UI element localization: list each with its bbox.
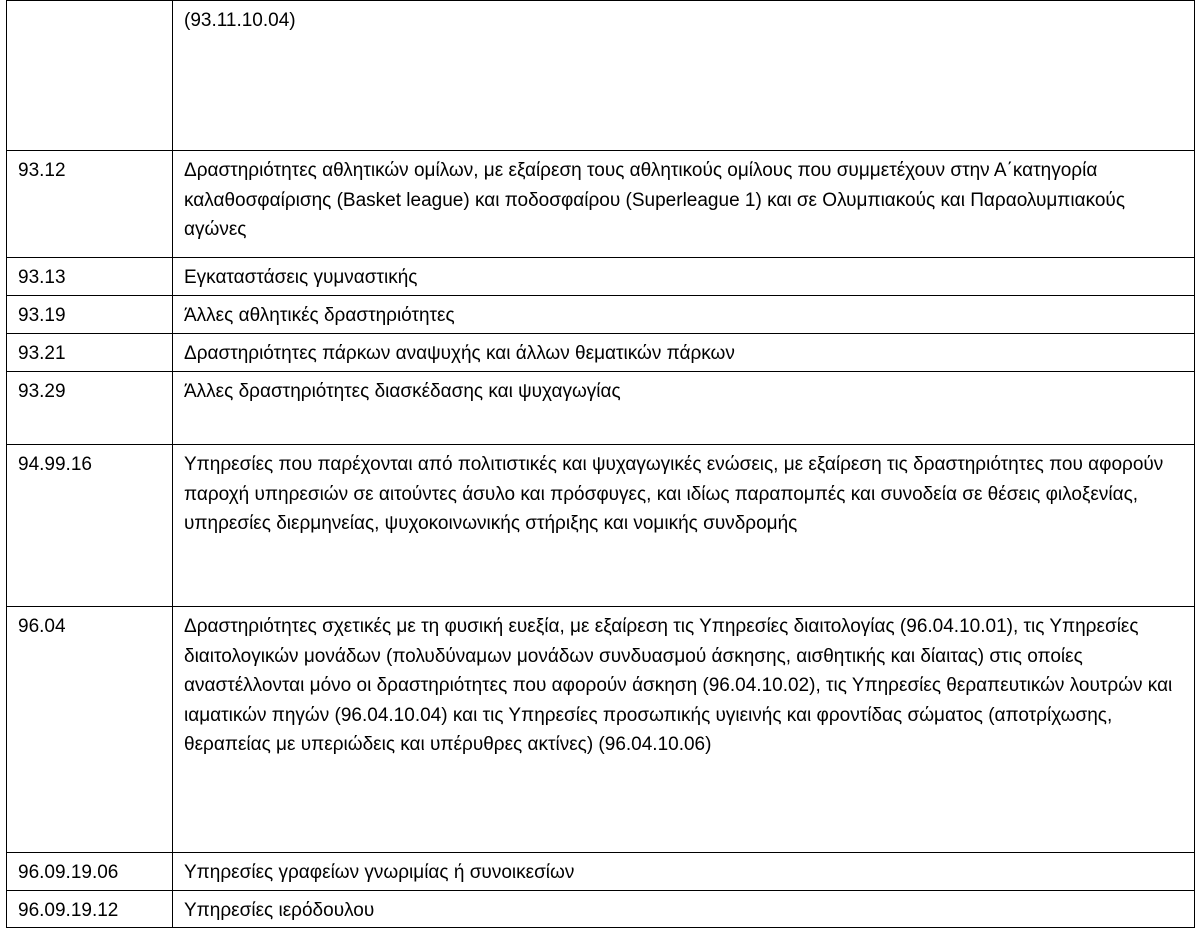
description-cell: Δραστηριότητες σχετικές με τη φυσική ευεξία, με εξαίρεση τις Υπηρεσίες διαιτολογίας (96.04.10.01), τις Υπηρεσίες διαιτολογικών μονάδων (πολυδύναμων μονάδων συνδυασμού άσκησης, αισθητικής και δίαιτας) στις οποίες αναστέλλονται μόνο οι δραστηριότητες που αφορούν άσκηση (96.04.10.02), τις Υπηρεσίες θεραπευτικών λουτρών και ιαματικών πηγών (96.04.10.04) και τις Υπηρεσίες προσωπικής υγιεινής και φροντίδας σώματος (αποτρίχωσης, θεραπείας με υπεριώδεις και υπέρυθρες ακτίνες) (96.04.10.06)	[173, 607, 1195, 853]
code-cell: 96.04	[7, 607, 173, 853]
code-cell: 93.12	[7, 151, 173, 258]
description-cell: Υπηρεσίες ιερόδουλου	[173, 891, 1195, 928]
description-cell: (93.11.10.04)	[173, 1, 1195, 151]
code-cell: 93.19	[7, 296, 173, 334]
description-cell: Άλλες αθλητικές δραστηριότητες	[173, 296, 1195, 334]
code-cell: 96.09.19.12	[7, 891, 173, 928]
code-cell: 93.21	[7, 334, 173, 372]
table-row	[7, 445, 1195, 607]
code-cell: 94.99.16	[7, 445, 173, 607]
table-row	[7, 372, 1195, 445]
description-cell: Δραστηριότητες πάρκων αναψυχής και άλλων θεματικών πάρκων	[173, 334, 1195, 372]
description-cell: Εγκαταστάσεις γυμναστικής	[173, 258, 1195, 296]
table-row	[7, 258, 1195, 296]
code-cell: 93.13	[7, 258, 173, 296]
table-row	[7, 853, 1195, 891]
table-row	[7, 607, 1195, 853]
description-cell: Δραστηριότητες αθλητικών ομίλων, με εξαίρεση τους αθλητικούς ομίλους που συμμετέχουν στην Α΄κατηγορία καλαθοσφαίρισης (Basket league) και ποδοσφαίρου (Superleague 1) και σε Ολυμπιακούς και Παραολυμπιακούς αγώνες	[173, 151, 1195, 258]
description-cell: Υπηρεσίες γραφείων γνωριμίας ή συνοικεσίων	[173, 853, 1195, 891]
description-cell: Υπηρεσίες που παρέχονται από πολιτιστικές και ψυχαγωγικές ενώσεις, με εξαίρεση τις δραστηριότητες που αφορούν παροχή υπηρεσιών σε αιτούντες άσυλο και πρόσφυγες, και ιδίως παραπομπές και συνοδεία σε θέσεις φιλοξενίας, υπηρεσίες διερμηνείας, ψυχοκοινωνικής στήριξης και νομικής συνδρομής	[173, 445, 1195, 607]
table-row	[7, 151, 1195, 258]
table-row	[7, 296, 1195, 334]
description-cell: Άλλες δραστηριότητες διασκέδασης και ψυχαγωγίας	[173, 372, 1195, 445]
code-cell	[7, 1, 173, 151]
code-cell: 93.29	[7, 372, 173, 445]
code-cell: 96.09.19.06	[7, 853, 173, 891]
table-row	[7, 1, 1195, 151]
table-row	[7, 891, 1195, 928]
activity-codes-table	[6, 0, 1195, 928]
table-row	[7, 334, 1195, 372]
